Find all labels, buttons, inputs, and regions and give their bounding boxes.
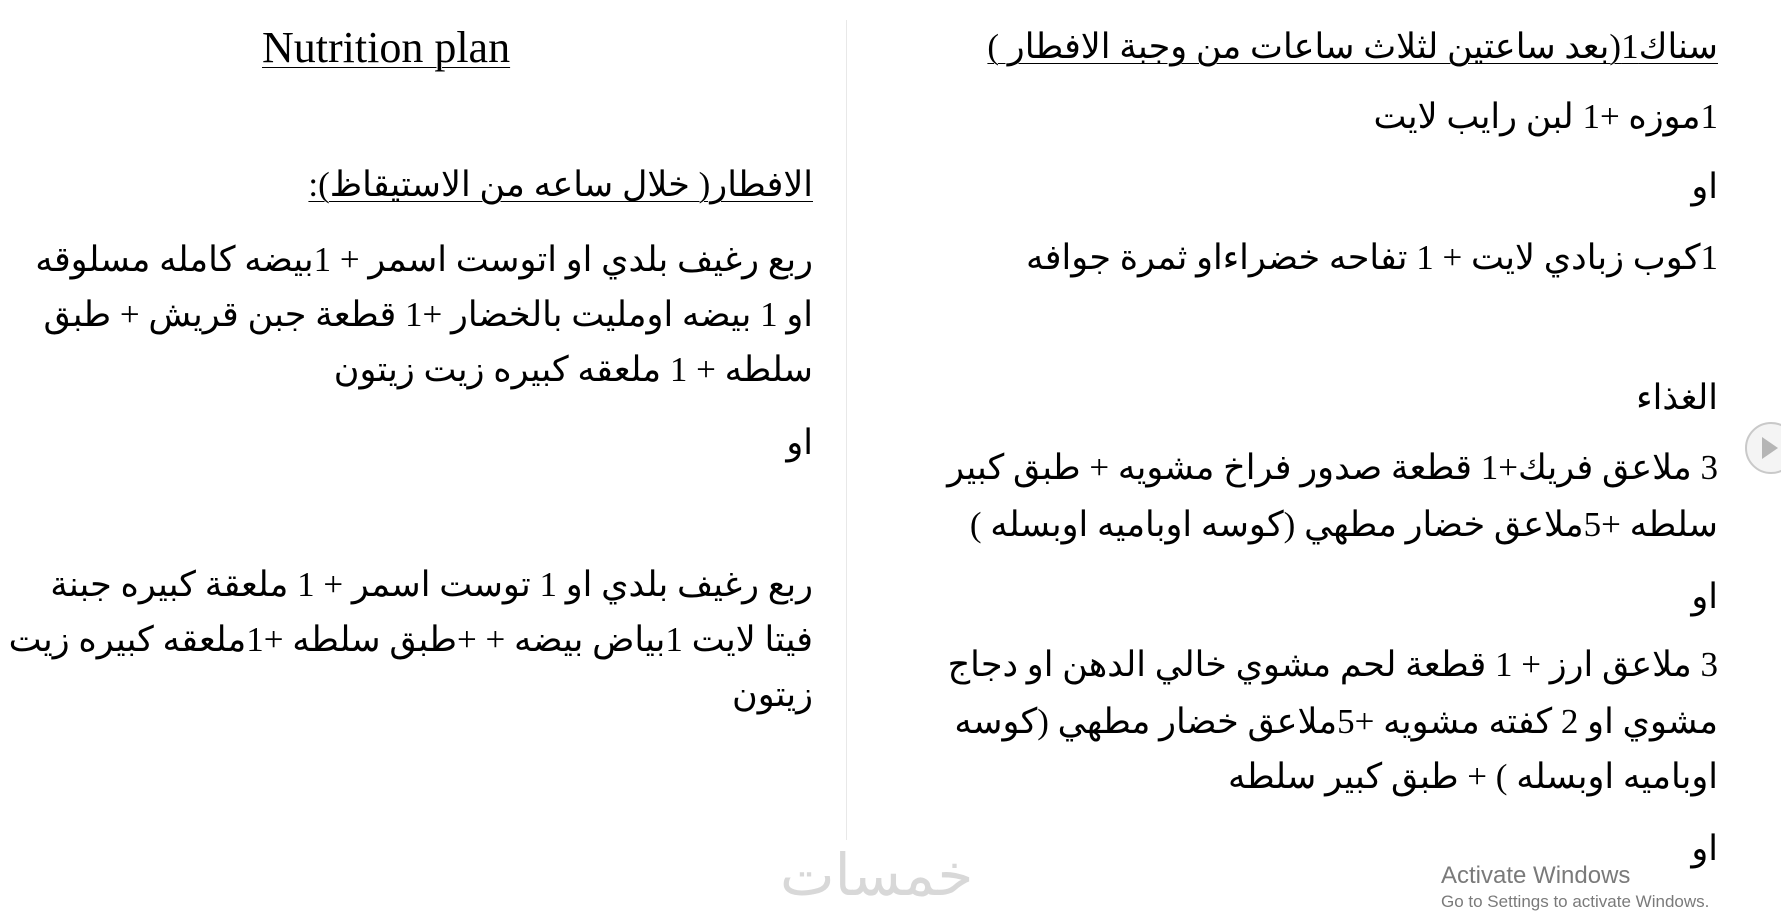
- lunch-line: سلطه +5ملاعق خضار مطهي (كوسه اوباميه اوبسله ): [969, 505, 1718, 544]
- lunch-heading: الغذاء: [1636, 378, 1718, 417]
- left-line: فيتا لايت 1بياض بيضه + +طبق سلطه +1ملعقه كبيره زيت: [8, 620, 813, 659]
- left-line: ربع رغيف بلدي او اتوست اسمر + 1بيضه كامله مسلوقه: [35, 240, 813, 279]
- next-slide-button[interactable]: [1745, 422, 1781, 474]
- snack-line: 1كوب زبادي لايت + 1 تفاحه خضراءاو ثمرة جوافه: [1026, 238, 1718, 277]
- left-line: سلطه + 1 ملعقه كبيره زيت زيتون: [333, 350, 813, 389]
- lunch-line: 3 ملاعق فريك+1 قطعة صدور فراخ مشويه + طبق كبير: [947, 448, 1718, 487]
- lunch-line: 3 ملاعق ارز + 1 قطعة لحم مشوي خالي الدهن او دجاج: [947, 645, 1718, 684]
- breakfast-heading: الافطار( خلال ساعه من الاستيقاظ):: [308, 165, 813, 204]
- left-line: زيتون: [732, 675, 813, 714]
- lunch-line: او: [1691, 577, 1718, 616]
- play-arrow-icon: [1762, 437, 1778, 459]
- snack-line: او: [1691, 167, 1718, 206]
- page-title: Nutrition plan: [262, 23, 511, 72]
- left-line: او 1 بيضه اومليت بالخضار +1 قطعة جبن قريش + طبق: [43, 295, 813, 334]
- lunch-line: مشوي او 2 كفته مشويه +5ملاعق خضار مطهي (كوسه: [954, 702, 1718, 741]
- windows-activation-notice: [1441, 862, 1709, 914]
- activation-title: Activate Windows: [1441, 862, 1631, 889]
- column-divider: [846, 20, 847, 840]
- khamsat-watermark: خمسات: [780, 841, 974, 909]
- lunch-line: او: [1691, 829, 1718, 868]
- left-line: او: [786, 423, 813, 462]
- activation-subtitle: Go to Settings to activate Windows.: [1441, 892, 1710, 911]
- snack-line: 1موزه +1 لبن رايب لايت: [1373, 97, 1718, 136]
- lunch-line: اوباميه اوبسله ) + طبق كبير سلطه: [1227, 757, 1718, 796]
- snack-heading: سناك1(بعد ساعتين لثلاث ساعات من وجبة الافطار ): [987, 27, 1718, 66]
- left-line: ربع رغيف بلدي او 1 توست اسمر + 1 ملعقة كبيره جبنة: [50, 565, 813, 604]
